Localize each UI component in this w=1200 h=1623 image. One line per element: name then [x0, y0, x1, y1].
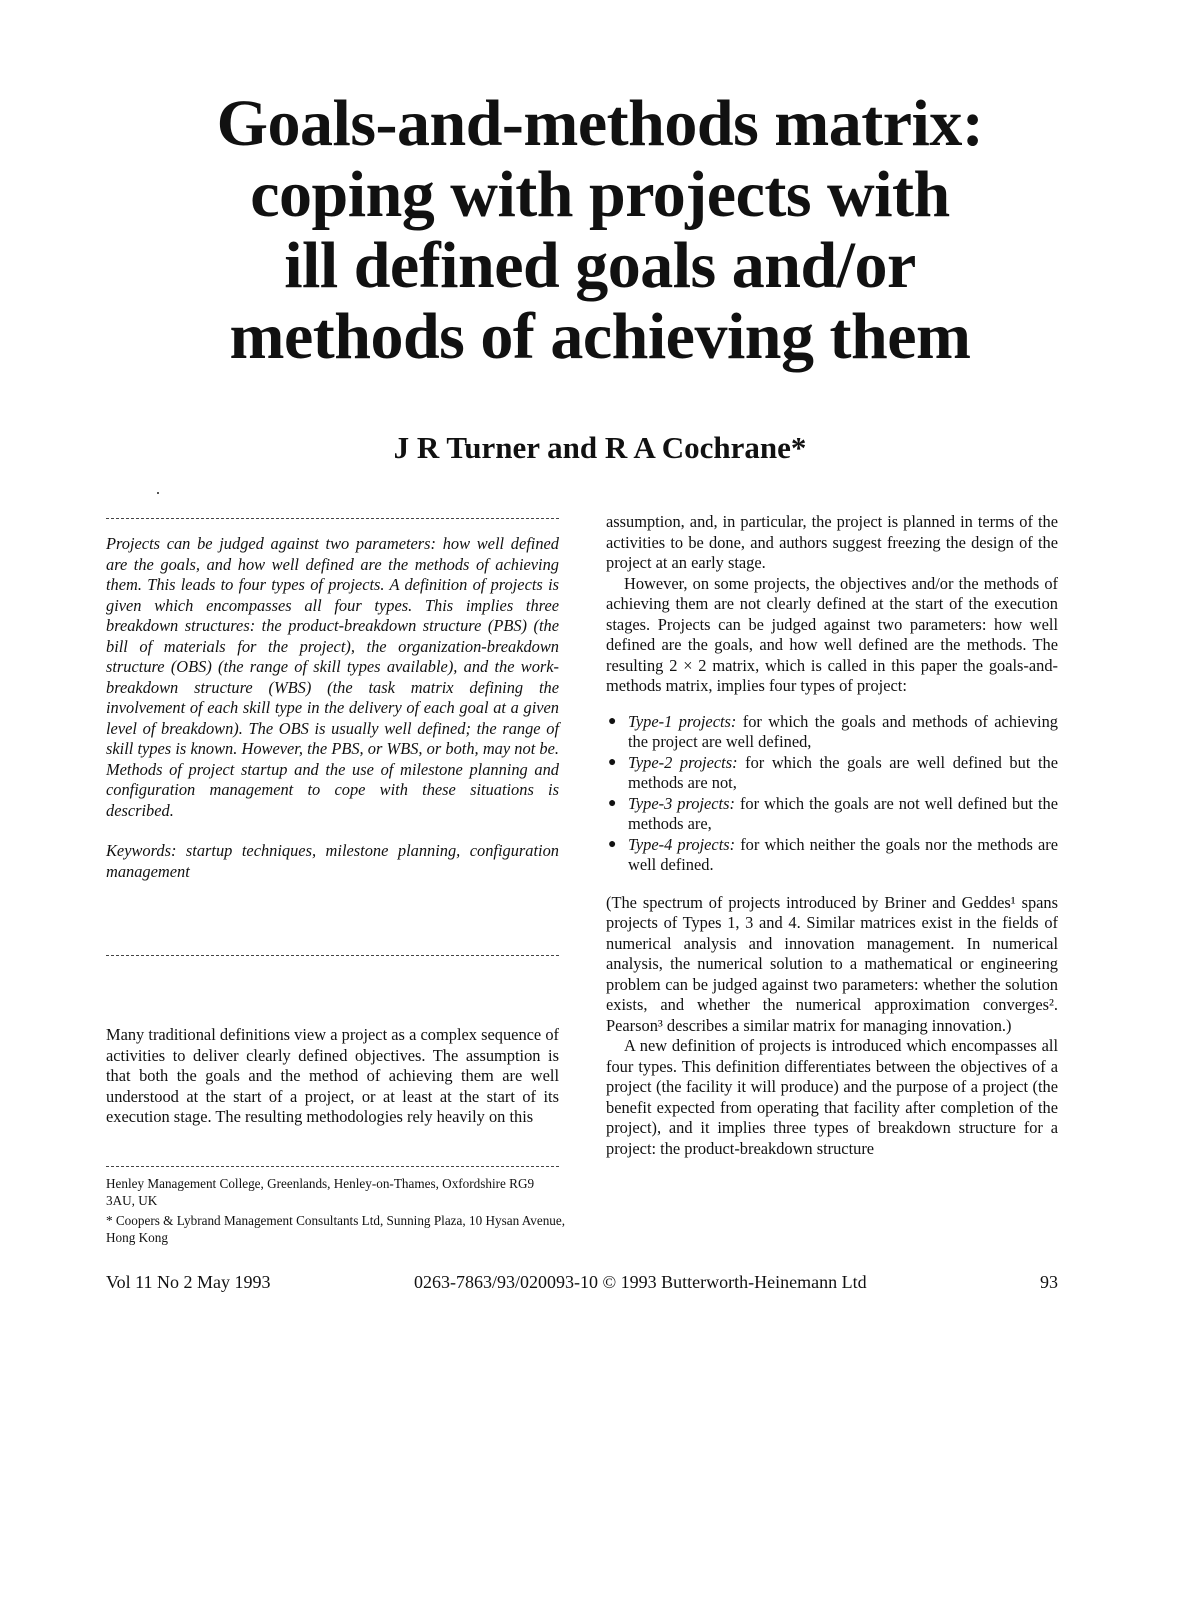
bullet-icon: ● [608, 836, 617, 852]
type-term: Type-2 projects: [628, 752, 738, 772]
affiliation-footnotes [106, 1176, 566, 1250]
list-item [606, 835, 1058, 876]
footnote-affiliation-1: Henley Management College, Greenlands, Henley-on-Thames, Oxfordshire RG9 3AU, UK [106, 1176, 535, 1208]
left-column-body [106, 1025, 559, 1128]
bullet-icon: ● [608, 795, 617, 811]
type-description: for which neither the goals nor the methods are well defined. [628, 834, 1058, 874]
body-paragraph: assumption, and, in particular, the project is planned in terms of the activities to be done, and authors suggest freezing the design of the project at an early stage. [606, 512, 1058, 572]
list-item [606, 794, 1058, 835]
type-term: Type-3 projects: [628, 793, 735, 813]
article-title [130, 88, 1070, 372]
abstract-text: Projects can be judged against two parameters: how well defined are the goals, and how well defined are the methods of achieving them. This leads to four types of projects. A definition of projects is given which encompasses all four types. This implies three breakdown structures: the product-breakdown structure (PBS) (the bill of materials for the project), the organization-breakdown structure (OBS) (the range of skill types available), and the work-breakdown structure (WBS) (the task matrix defining the involvement of each skill type in the delivery of each goal at a given level of breakdown). The OBS is usually well defined; the range of skill types is known. However, the PBS, or WBS, or both, may not be. Methods of project startup and the use of milestone planning and configuration management to cope with these situations is described. [106, 534, 559, 820]
body-paragraph: However, on some projects, the objectives and/or the methods of achieving them are not clearly defined at the start of the execution stages. Projects can be judged against two parameters: how well defined are the goals, and how well defined are the methods. The resulting 2 × 2 matrix, which is called in this paper the goals-and-methods matrix, implies four types of project: [606, 573, 1058, 695]
title-line: Goals-and-methods matrix: [216, 87, 984, 160]
type-description: for which the goals and methods of achieving the project are well defined, [628, 711, 1058, 751]
title-line: methods of achieving them [229, 300, 971, 373]
footnote-affiliation-2: * Coopers & Lybrand Management Consultants Ltd, Sunning Plaza, 10 Hysan Avenue, Hong Kong [106, 1213, 566, 1245]
body-paragraph: Many traditional definitions view a project as a complex sequence of activities to deliver clearly defined objectives. The assumption is that both the goals and the method of achieving them are well understood at the start of a project, or at least at the start of its execution stage. The resulting methodologies rely heavily on this [106, 1025, 559, 1126]
print-speck [157, 492, 159, 494]
abstract-top-rule [106, 518, 559, 519]
title-line: coping with projects with [250, 158, 950, 231]
type-term: Type-1 projects: [628, 711, 737, 731]
journal-volume: Vol 11 No 2 May 1993 [106, 1272, 271, 1292]
list-item [606, 712, 1058, 753]
keywords: Keywords: startup techniques, milestone planning, configuration management [106, 841, 559, 881]
type-term: Type-4 projects: [628, 834, 736, 854]
copyright-line: 0263-7863/93/020093-10 © 1993 Butterworth-Heinemann Ltd [414, 1272, 867, 1292]
footnote-rule [106, 1166, 559, 1167]
author-byline: J R Turner and R A Cochrane* [393, 430, 807, 465]
body-paragraph: (The spectrum of projects introduced by Briner and Geddes¹ spans projects of Types 1, 3 and 4. Similar matrices exist in the fields of numerical analysis and innovation management. In numerical analysis, the numerical solution to a mathematical or engineering problem can be judged against two parameters: whether the solution exists, and whether the numerical approximation converges². Pearson³ describes a similar matrix for managing innovation.) [606, 892, 1058, 1035]
list-item [606, 753, 1058, 794]
type-description: for which the goals are well defined but the methods are not, [628, 752, 1058, 792]
bullet-icon: ● [608, 713, 617, 729]
type-description: for which the goals are not well defined but the methods are, [628, 793, 1058, 833]
abstract-bottom-rule [106, 955, 559, 956]
title-line: ill defined goals and/or [284, 229, 916, 302]
page-number: 93 [1040, 1272, 1058, 1292]
right-column-body [606, 512, 1058, 1159]
abstract-block [106, 534, 559, 882]
body-paragraph: A new definition of projects is introduced which encompasses all four types. This definition differentiates between the objectives of a project (the facility it will produce) and the purpose of a project (the benefit expected from operating that facility after completion of the project), and it implies three types of breakdown structure for a project: the product-breakdown structure [606, 1036, 1058, 1158]
bullet-icon: ● [608, 754, 617, 770]
project-types-list [606, 712, 1058, 876]
